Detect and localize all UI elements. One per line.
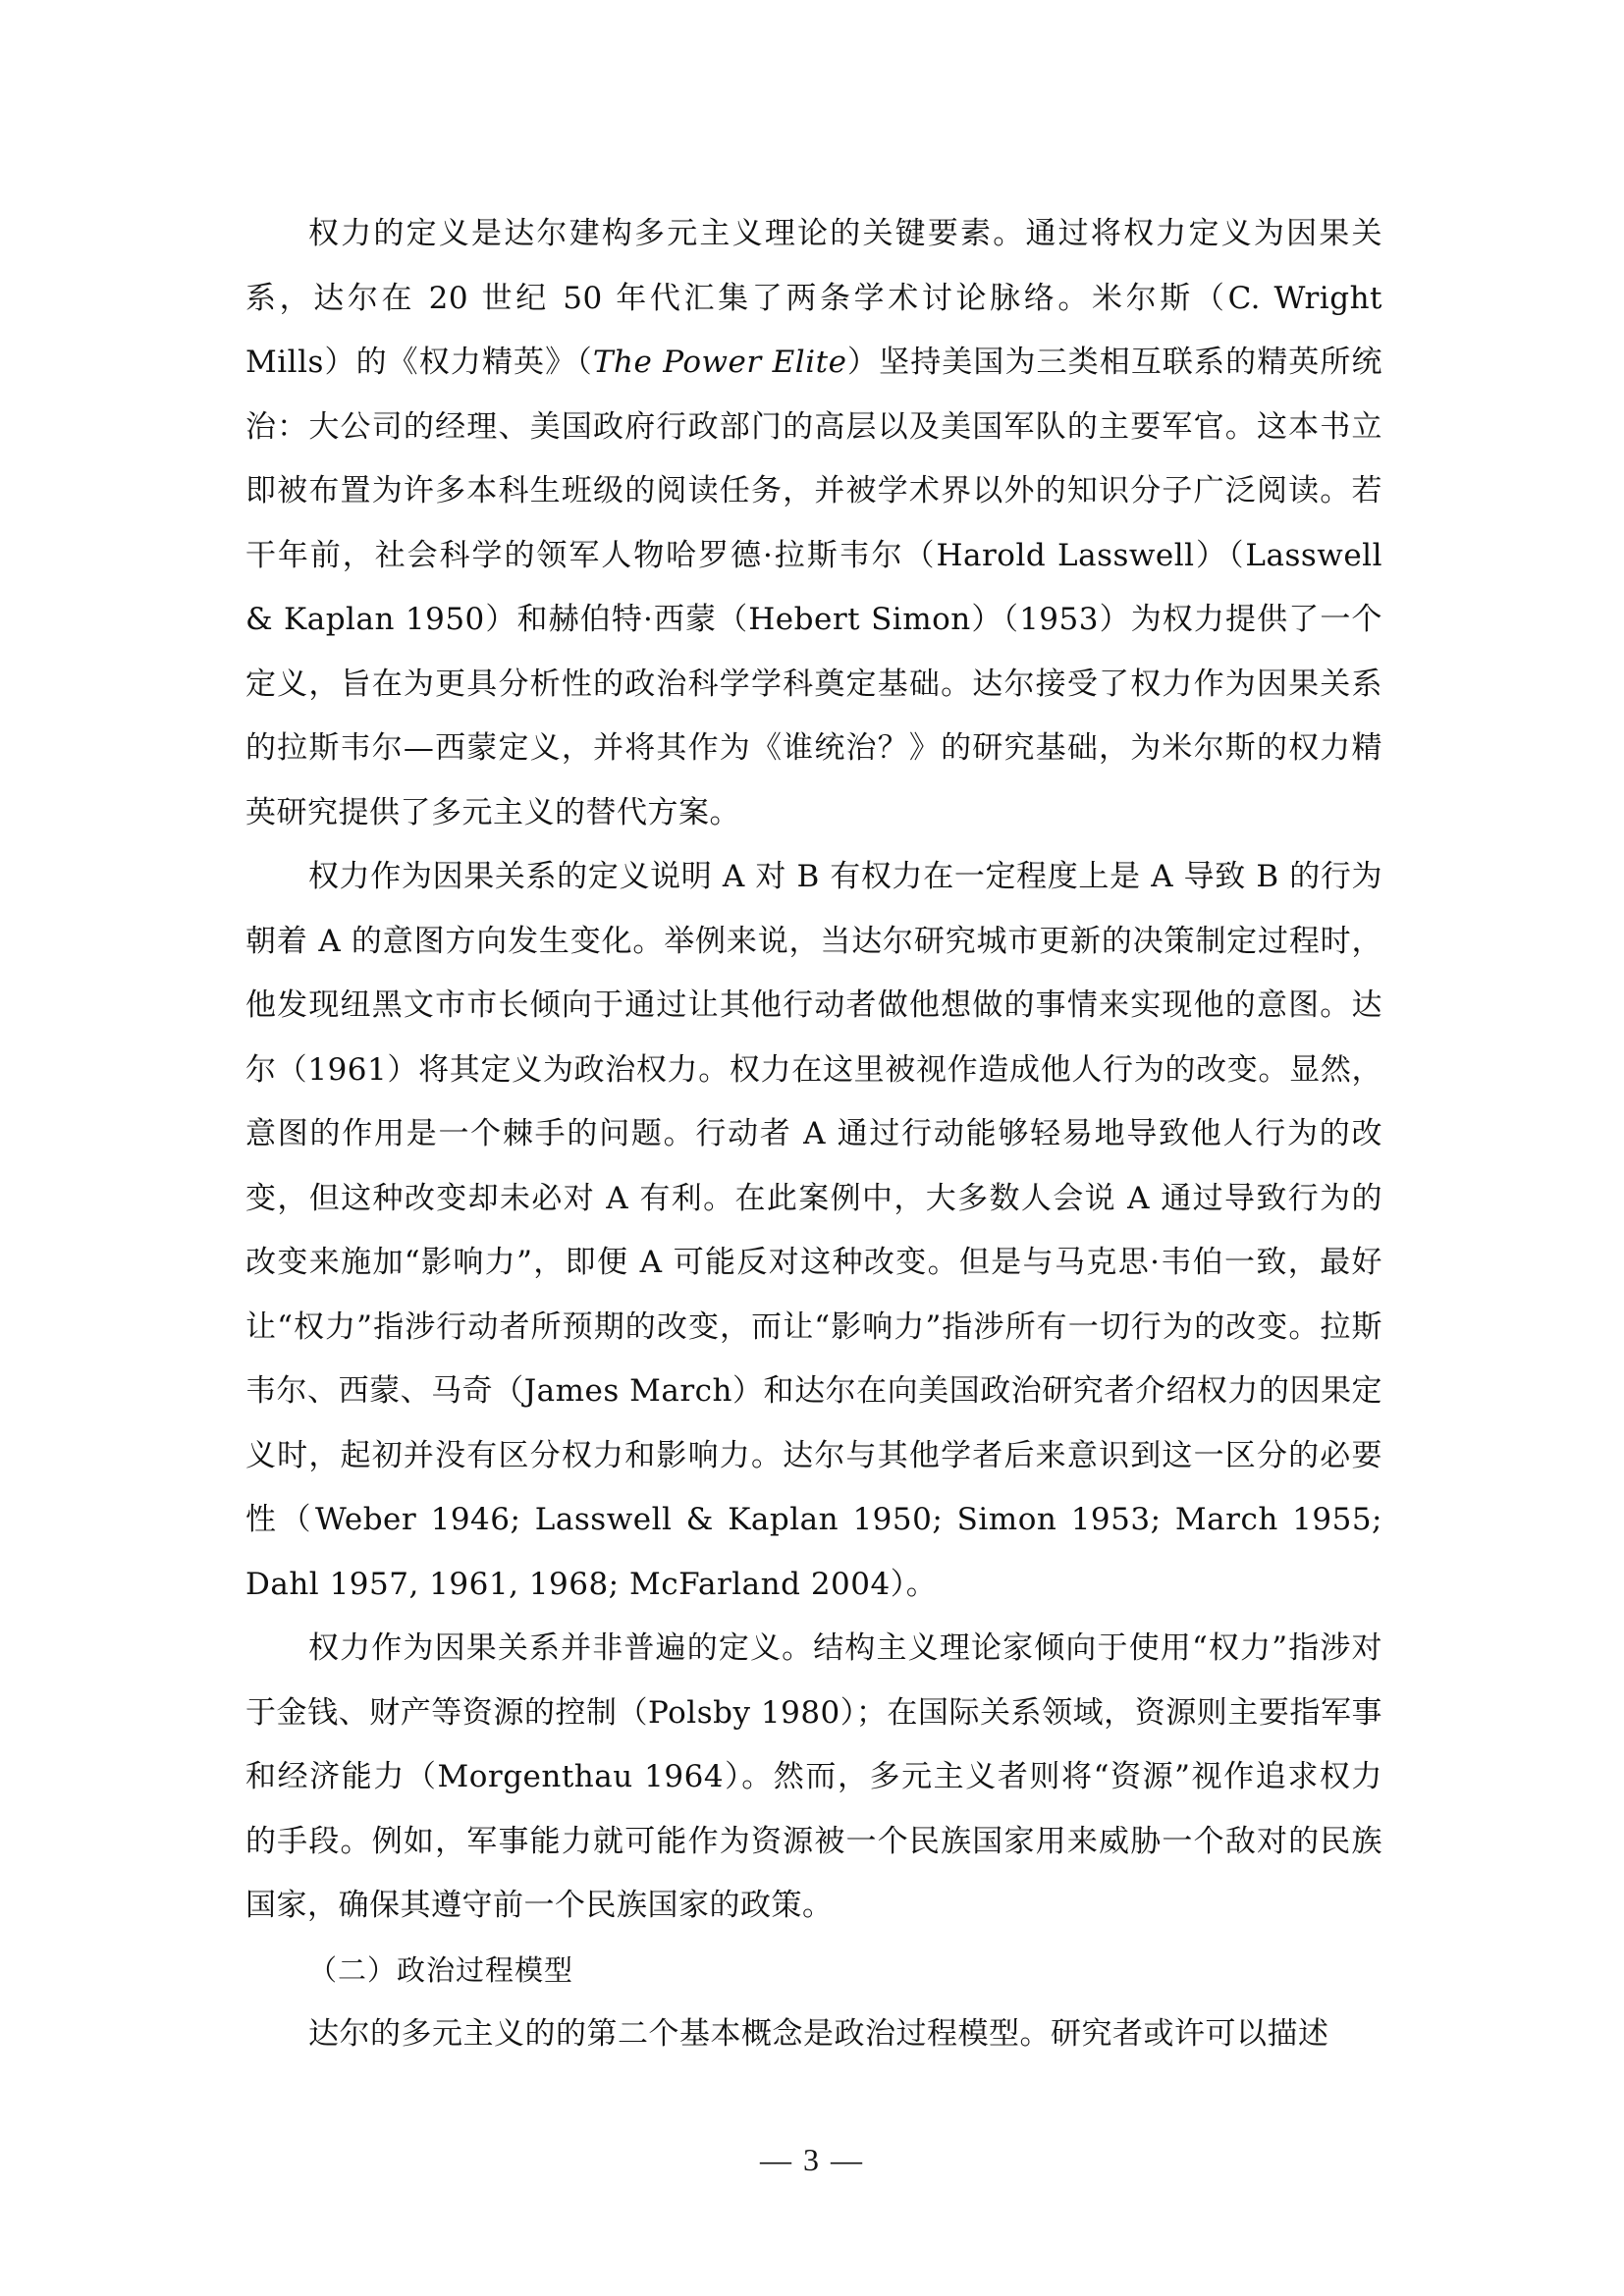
italic-title: The Power Elite — [592, 345, 847, 380]
body-paragraph — [245, 845, 1382, 1617]
closing-paragraph: 达尔的多元主义的的第二个基本概念是政治过程模型。研究者或许可以描述 — [308, 2016, 1329, 2052]
text-run: ）坚持美国为三类相互联系的精英所统治：大公司的经理、美国政府行政部门的高层以及美国军队的主要军官。这本书立即被布置为许多本科生班级的阅读任务，并被学术界以外的知识分子广泛阅读。若干年前，社会科学的领军人物哈罗德·拉斯韦尔（Harold Lasswell）（Lasswell & Kaplan 1950）和赫伯特·西蒙（Hebert Simon）（1953）为权力提供了一个定义，旨在为更具分析性的政治科学学科奠定基础。达尔接受了权力作为因果关系的拉斯韦尔—西蒙定义，并将其作为《谁统治？》的研究基础，为米尔斯的权力精英研究提供了多元主义的替代方案。 — [245, 345, 1382, 830]
page-number: — 3 — — [760, 2142, 864, 2177]
text-run: 权力的定义是达尔建构多元主义理论的关键要素。通过将权力定义为因果关系，达尔在 20 世纪 50 年代汇集了两条学术讨论脉络。米尔斯（C. Wright Mills）的《权力精英》（ — [245, 216, 1382, 380]
body-paragraphs — [245, 202, 1382, 1939]
section-heading: （二）政治过程模型 — [308, 1952, 574, 1987]
text-run: 权力作为因果关系的定义说明 A 对 B 有权力在一定程度上是 A 导致 B 的行为朝着 A 的意图方向发生变化。举例来说，当达尔研究城市更新的决策制定过程时，他发现纽黑文市市长倾向于通过让其他行动者做他想做的事情来实现他的意图。达尔（1961）将其定义为政治权力。权力在这里被视作造成他人行为的改变。显然，意图的作用是一个棘手的问题。行动者 A 通过行动能够轻易地导致他人行为的改变，但这种改变却未必对 A 有利。在此案例中，大多数人会说 A 通过导致行为的改变来施加“影响力”，即便 A 可能反对这种改变。但是与马克思·韦伯一致，最好让“权力”指涉行动者所预期的改变，而让“影响力”指涉所有一切行为的改变。拉斯韦尔、西蒙、马奇（James March）和达尔在向美国政治研究者介绍权力的因果定义时，起初并没有区分权力和影响力。达尔与其他学者后来意识到这一区分的必要性（Weber 1946; Lasswell & Kaplan 1950; Simon 1953; March 1955; Dahl 1957, 1961, 1968; McFarland 2004）。 — [245, 859, 1382, 1602]
body-paragraph — [245, 202, 1382, 845]
text-run: 权力作为因果关系并非普遍的定义。结构主义理论家倾向于使用“权力”指涉对于金钱、财产等资源的控制（Polsby 1980）；在国际关系领域，资源则主要指军事和经济能力（Morgenthau 1964）。然而，多元主义者则将“资源”视作追求权力的手段。例如，军事能力就可能作为资源被一个民族国家用来威胁一个敌对的民族国家，确保其遵守前一个民族国家的政策。 — [245, 1630, 1382, 1923]
page-body — [245, 202, 1382, 2067]
body-paragraph — [245, 1617, 1382, 1939]
